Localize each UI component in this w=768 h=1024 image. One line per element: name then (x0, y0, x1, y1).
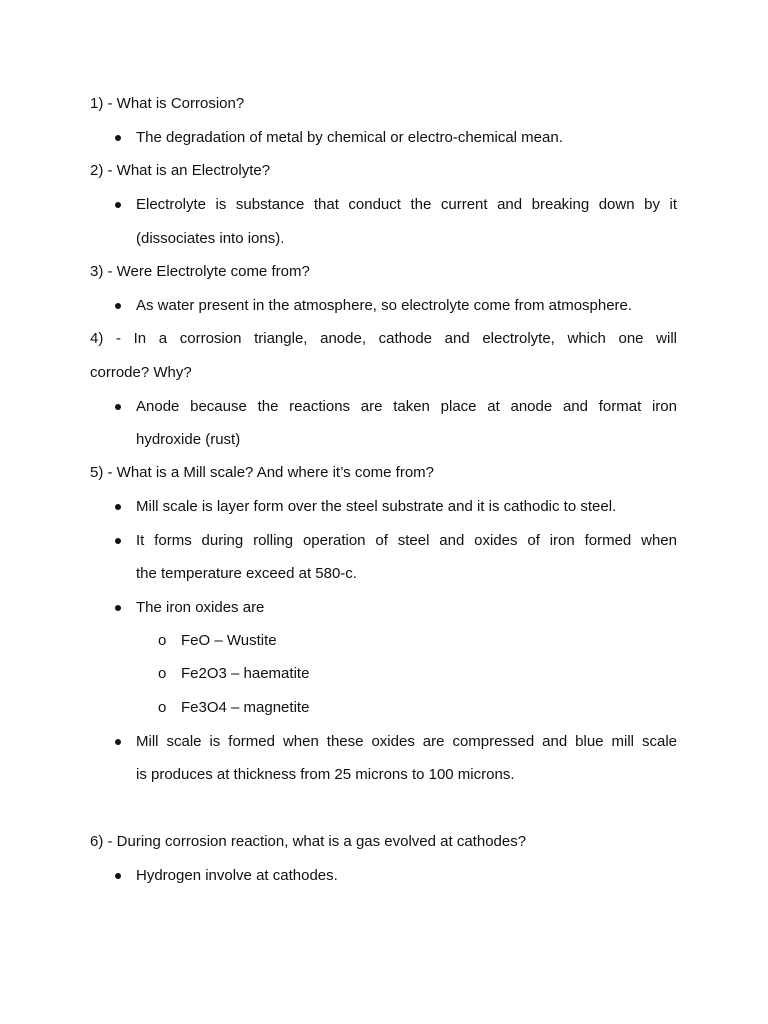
sub-bullet-icon: o (158, 699, 167, 716)
answer-6: Hydrogen involve at cathodes. (136, 867, 338, 884)
answer-1: The degradation of metal by chemical or electro-chemical mean. (136, 129, 563, 146)
oxide-item-3: Fe3O4 – magnetite (181, 699, 310, 716)
bullet-icon (115, 605, 121, 611)
sub-bullet-icon: o (158, 632, 167, 649)
answer-4-line-2: hydroxide (rust) (136, 431, 241, 448)
oxide-item-1: FeO – Wustite (181, 632, 277, 649)
question-4-line-2: corrode? Why? (90, 364, 192, 381)
answer-2-line-2: (dissociates into ions). (136, 230, 285, 247)
answer-5-item-2-line-1: It forms during rolling operation of steel and oxides of iron formed when (136, 532, 677, 549)
question-1: 1) - What is Corrosion? (90, 95, 245, 112)
question-2: 2) - What is an Electrolyte? (90, 162, 271, 179)
answer-5-item-2-line-2: the temperature exceed at 580-c. (136, 565, 357, 582)
answer-5-item-4-line-1: Mill scale is formed when these oxides are compressed and blue mill scale (136, 733, 677, 750)
bullet-icon (115, 135, 121, 141)
answer-5-item-4-line-2: is produces at thickness from 25 microns to 100 microns. (136, 766, 515, 783)
question-4-line-1: 4) - In a corrosion triangle, anode, cathode and electrolyte, which one will (90, 330, 677, 347)
bullet-icon (115, 739, 121, 745)
answer-5-item-3: The iron oxides are (136, 599, 265, 616)
question-5: 5) - What is a Mill scale? And where it’s come from? (90, 464, 435, 481)
answer-4-line-1: Anode because the reactions are taken place at anode and format iron (136, 398, 677, 415)
bullet-icon (115, 873, 121, 879)
answer-2-line-1: Electrolyte is substance that conduct the current and breaking down by it (136, 196, 677, 213)
bullet-icon (115, 404, 121, 410)
oxide-item-2: Fe2O3 – haematite (181, 665, 310, 682)
bullet-icon (115, 303, 121, 309)
bullet-icon (115, 202, 121, 208)
question-6: 6) - During corrosion reaction, what is a gas evolved at cathodes? (90, 833, 527, 850)
answer-3: As water present in the atmosphere, so electrolyte come from atmosphere. (136, 297, 633, 314)
bullet-icon (115, 538, 121, 544)
answer-5-item-1: Mill scale is layer form over the steel substrate and it is cathodic to steel. (136, 498, 617, 515)
sub-bullet-icon: o (158, 665, 167, 682)
question-3: 3) - Were Electrolyte come from? (90, 263, 310, 280)
bullet-icon (115, 504, 121, 510)
